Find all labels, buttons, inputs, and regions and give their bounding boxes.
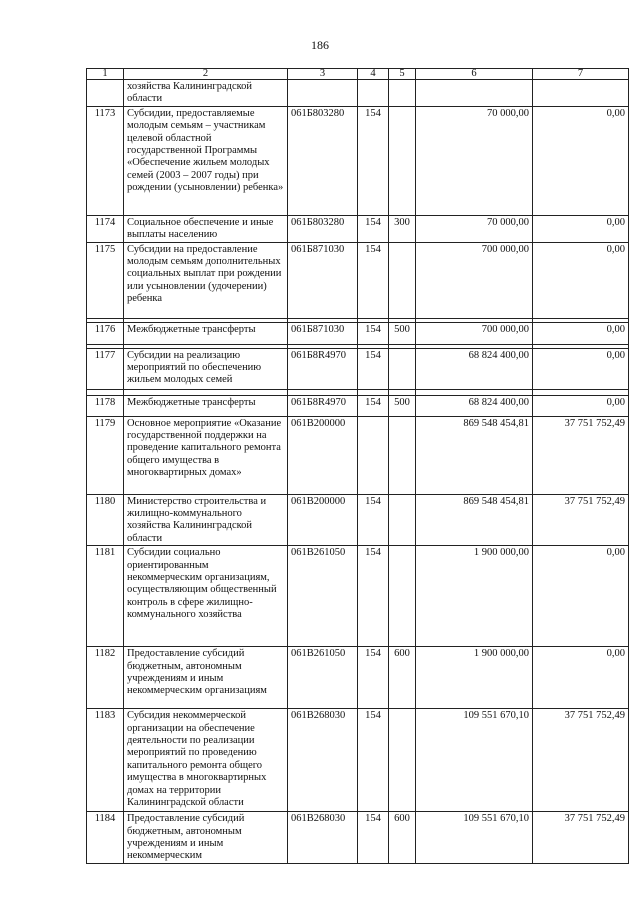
row-description: Межбюджетные трансферты bbox=[124, 395, 288, 416]
row-col4: 154 bbox=[358, 395, 389, 416]
row-col4: 154 bbox=[358, 106, 389, 215]
row-number: 1175 bbox=[87, 242, 124, 318]
row-col4: 154 bbox=[358, 322, 389, 344]
row-col5 bbox=[389, 494, 416, 546]
row-col4: 154 bbox=[358, 348, 389, 389]
header-cell: 7 bbox=[533, 69, 629, 80]
row-col4: 154 bbox=[358, 494, 389, 546]
row-description: Субсидии, предоставляемые молодым семьям – участникам целевой областной государственной Программы «Обеспечение жильем молодых семей (2003 – 2007 годы) при рождении (усыновлении) ребенка» bbox=[124, 106, 288, 215]
row-description: Субсидии социально ориентированным некоммерческим организациям, осуществляющим общественный контроль в сфере жилищно-коммунального хозяйства bbox=[124, 546, 288, 647]
row-amount-col7: 37 751 752,49 bbox=[533, 812, 629, 864]
row-amount-col7: 37 751 752,49 bbox=[533, 494, 629, 546]
row-amount: 700 000,00 bbox=[416, 242, 533, 318]
row-col4 bbox=[358, 80, 389, 107]
table-row bbox=[87, 395, 629, 416]
row-code: 061В268030 bbox=[288, 812, 358, 864]
row-description: Субсидии на реализацию мероприятий по обеспечению жильем молодых семей bbox=[124, 348, 288, 389]
header-cell: 4 bbox=[358, 69, 389, 80]
row-number: 1183 bbox=[87, 709, 124, 812]
row-amount: 109 551 670,10 bbox=[416, 709, 533, 812]
row-description: Межбюджетные трансферты bbox=[124, 322, 288, 344]
row-amount: 1 900 000,00 bbox=[416, 647, 533, 709]
row-description: хозяйства Калининградской области bbox=[124, 80, 288, 107]
row-col5: 500 bbox=[389, 395, 416, 416]
row-amount-col7: 37 751 752,49 bbox=[533, 709, 629, 812]
header-row bbox=[87, 69, 629, 80]
row-amount-col7: 0,00 bbox=[533, 348, 629, 389]
row-code: 061Б803280 bbox=[288, 215, 358, 242]
row-amount: 1 900 000,00 bbox=[416, 546, 533, 647]
row-number: 1174 bbox=[87, 215, 124, 242]
row-description: Субсидия некоммерческой организации на обеспечение деятельности по реализации мероприятий по проведению капитального ремонта общего имущества в многоквартирных домах на территории Калининградской области bbox=[124, 709, 288, 812]
row-number: 1178 bbox=[87, 395, 124, 416]
row-col5: 300 bbox=[389, 215, 416, 242]
row-number: 1182 bbox=[87, 647, 124, 709]
table-row bbox=[87, 242, 629, 318]
table-row bbox=[87, 106, 629, 215]
row-amount: 869 548 454,81 bbox=[416, 416, 533, 494]
row-code: 061Б8R4970 bbox=[288, 395, 358, 416]
row-col5 bbox=[389, 106, 416, 215]
row-amount-col7: 0,00 bbox=[533, 546, 629, 647]
row-col4: 154 bbox=[358, 546, 389, 647]
row-description: Предоставление субсидий бюджетным, автономным учреждениям и иным некоммерческим bbox=[124, 812, 288, 864]
header-cell: 6 bbox=[416, 69, 533, 80]
budget-table bbox=[86, 68, 629, 864]
row-amount-col7: 0,00 bbox=[533, 395, 629, 416]
header-cell: 3 bbox=[288, 69, 358, 80]
row-number: 1176 bbox=[87, 322, 124, 344]
row-col4 bbox=[358, 416, 389, 494]
row-amount-col7 bbox=[533, 80, 629, 107]
row-amount-col7: 0,00 bbox=[533, 215, 629, 242]
row-amount-col7: 37 751 752,49 bbox=[533, 416, 629, 494]
row-number: 1180 bbox=[87, 494, 124, 546]
row-col4: 154 bbox=[358, 812, 389, 864]
header-cell: 2 bbox=[124, 69, 288, 80]
table-row bbox=[87, 709, 629, 812]
row-code: 061Б871030 bbox=[288, 322, 358, 344]
row-number: 1177 bbox=[87, 348, 124, 389]
row-col5 bbox=[389, 546, 416, 647]
row-description: Социальное обеспечение и иные выплаты населению bbox=[124, 215, 288, 242]
row-amount: 70 000,00 bbox=[416, 106, 533, 215]
table-row bbox=[87, 215, 629, 242]
row-amount: 869 548 454,81 bbox=[416, 494, 533, 546]
row-code: 061В261050 bbox=[288, 546, 358, 647]
row-description: Субсидии на предоставление молодым семьям дополнительных социальных выплат при рождении или усыновлении (удочерении) ребенка bbox=[124, 242, 288, 318]
row-code: 061Б871030 bbox=[288, 242, 358, 318]
row-amount-col7: 0,00 bbox=[533, 242, 629, 318]
row-amount: 70 000,00 bbox=[416, 215, 533, 242]
row-col5 bbox=[389, 242, 416, 318]
row-amount bbox=[416, 80, 533, 107]
row-code: 061В268030 bbox=[288, 709, 358, 812]
table-row bbox=[87, 494, 629, 546]
row-col5 bbox=[389, 348, 416, 389]
row-code: 061В200000 bbox=[288, 416, 358, 494]
table-row bbox=[87, 546, 629, 647]
row-number: 1179 bbox=[87, 416, 124, 494]
row-col4: 154 bbox=[358, 647, 389, 709]
table-row bbox=[87, 812, 629, 864]
row-col5: 600 bbox=[389, 647, 416, 709]
row-description: Основное мероприятие «Оказание государственной поддержки на проведение капитального ремонта общего имущества в многоквартирных домах» bbox=[124, 416, 288, 494]
row-col4: 154 bbox=[358, 215, 389, 242]
row-code: 061В261050 bbox=[288, 647, 358, 709]
row-description: Министерство строительства и жилищно-коммунального хозяйства Калининградской области bbox=[124, 494, 288, 546]
page-number: 186 bbox=[311, 38, 329, 52]
row-amount: 109 551 670,10 bbox=[416, 812, 533, 864]
header-cell: 5 bbox=[389, 69, 416, 80]
row-description: Предоставление субсидий бюджетным, автономным учреждениям и иным некоммерческим организациям bbox=[124, 647, 288, 709]
row-col5: 500 bbox=[389, 322, 416, 344]
table-row bbox=[87, 647, 629, 709]
row-amount-col7: 0,00 bbox=[533, 647, 629, 709]
row-code: 061Б803280 bbox=[288, 106, 358, 215]
row-col5 bbox=[389, 416, 416, 494]
row-number: 1181 bbox=[87, 546, 124, 647]
row-amount: 68 824 400,00 bbox=[416, 348, 533, 389]
table-row bbox=[87, 80, 629, 107]
row-col4: 154 bbox=[358, 709, 389, 812]
row-amount: 700 000,00 bbox=[416, 322, 533, 344]
header-cell: 1 bbox=[87, 69, 124, 80]
row-col5 bbox=[389, 709, 416, 812]
table-row bbox=[87, 348, 629, 389]
row-code: 061Б8R4970 bbox=[288, 348, 358, 389]
row-code: 061В200000 bbox=[288, 494, 358, 546]
row-number: 1184 bbox=[87, 812, 124, 864]
table-row bbox=[87, 322, 629, 344]
table-row bbox=[87, 416, 629, 494]
row-col5: 600 bbox=[389, 812, 416, 864]
row-col5 bbox=[389, 80, 416, 107]
row-code bbox=[288, 80, 358, 107]
row-amount-col7: 0,00 bbox=[533, 322, 629, 344]
row-amount-col7: 0,00 bbox=[533, 106, 629, 215]
row-number: 1173 bbox=[87, 106, 124, 215]
row-col4: 154 bbox=[358, 242, 389, 318]
row-number bbox=[87, 80, 124, 107]
row-amount: 68 824 400,00 bbox=[416, 395, 533, 416]
